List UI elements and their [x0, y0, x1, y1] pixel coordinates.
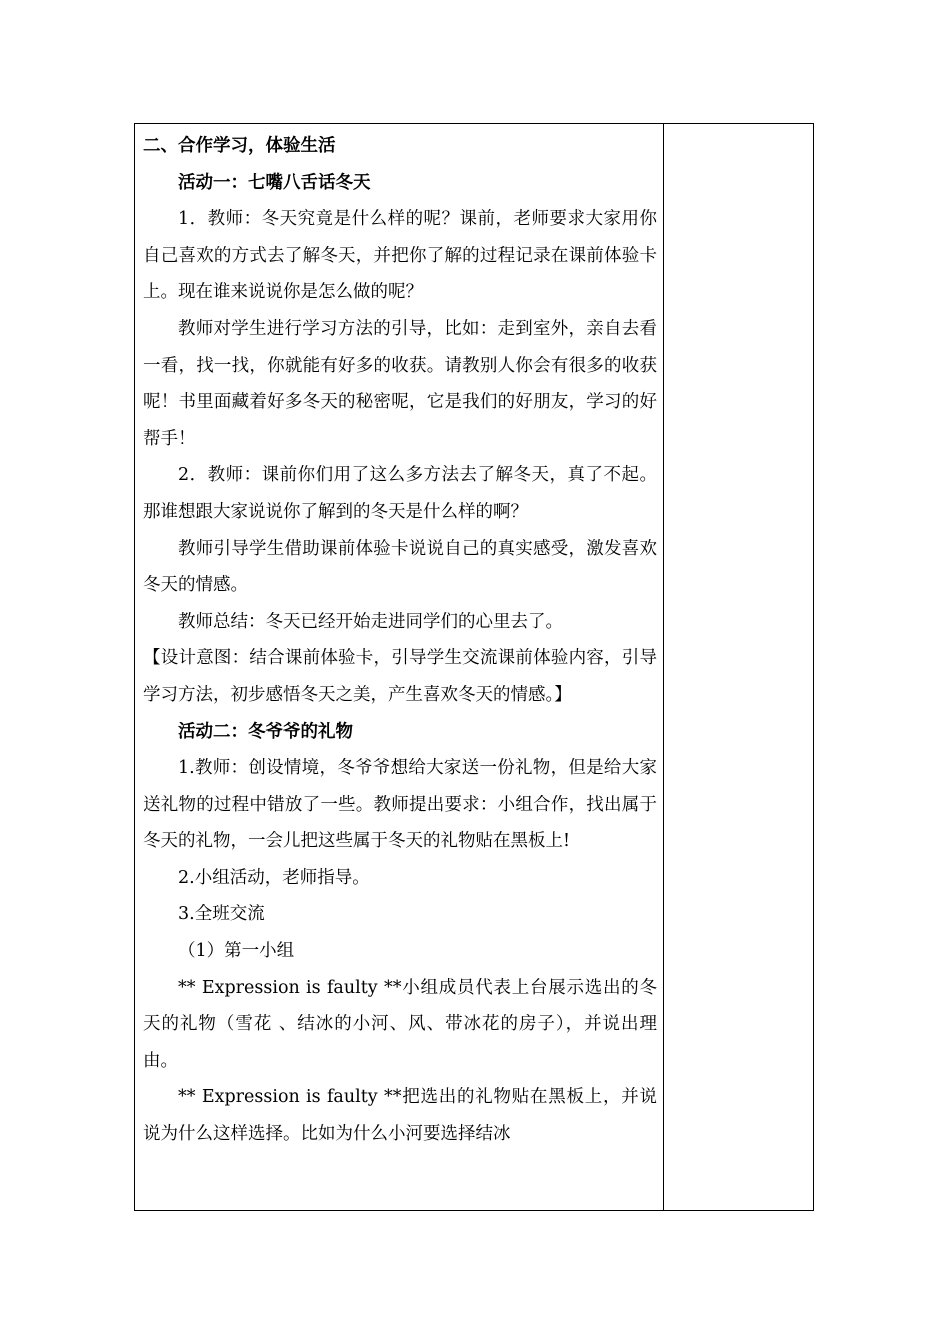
activity1-paragraph-1: 1．教师：冬天究竟是什么样的呢？课前，老师要求大家用你自己喜欢的方式去了解冬天，并把你了解的过程记录在课前体验卡上。现在谁来说说你是怎么做的呢？	[143, 209, 657, 303]
design-intent: 【设计意图：结合课前体验卡，引导学生交流课前体验内容，引导学习方法，初步感悟冬天之美，产生喜欢冬天的情感。】	[143, 648, 657, 705]
lesson-plan-table	[134, 123, 814, 1211]
activity1-paragraph-5: 教师总结：冬天已经开始走进同学们的心里去了。	[178, 611, 563, 632]
column-divider	[663, 124, 664, 1210]
section-title: 二、合作学习，体验生活	[143, 136, 336, 156]
activity1-title: 活动一：七嘴八舌话冬天	[178, 172, 371, 193]
activity2-paragraph-5: ** Expression is faulty **小组成员代表上台展示选出的冬天的礼物（雪花 、结冰的小河、风、带冰花的房子），并说出理由。	[143, 977, 657, 1071]
activity2-title: 活动二：冬爷爷的礼物	[178, 721, 353, 742]
activity2-paragraph-3: 3.全班交流	[178, 904, 265, 925]
activity2-paragraph-6: ** Expression is faulty **把选出的礼物贴在黑板上，并说说为什么这样选择。比如为什么小河要选择结冰	[143, 1087, 657, 1145]
activity1-paragraph-4: 教师引导学生借助课前体验卡说说自己的真实感受，激发喜欢冬天的情感。	[143, 538, 657, 596]
activity1-paragraph-2: 教师对学生进行学习方法的引导，比如：走到室外，亲自去看一看，找一找，你就能有好多的收获。请教别人你会有很多的收获呢！书里面藏着好多冬天的秘密呢，它是我们的好朋友，学习的好帮手！	[143, 318, 657, 449]
activity2-paragraph-1: 1.教师：创设情境，冬爷爷想给大家送一份礼物，但是给大家送礼物的过程中错放了一些。教师提出要求：小组合作，找出属于冬天的礼物，一会儿把这些属于冬天的礼物贴在黑板上!	[143, 758, 657, 852]
activity2-paragraph-2: 2.小组活动，老师指导。	[178, 867, 370, 888]
notes-cell	[665, 124, 813, 1210]
activity2-paragraph-4: （1）第一小组	[178, 941, 295, 962]
activity1-paragraph-3: 2．教师：课前你们用了这么多方法去了解冬天，真了不起。那谁想跟大家说说你了解到的冬天是什么样的啊？	[143, 465, 657, 522]
content-cell	[143, 128, 657, 1153]
